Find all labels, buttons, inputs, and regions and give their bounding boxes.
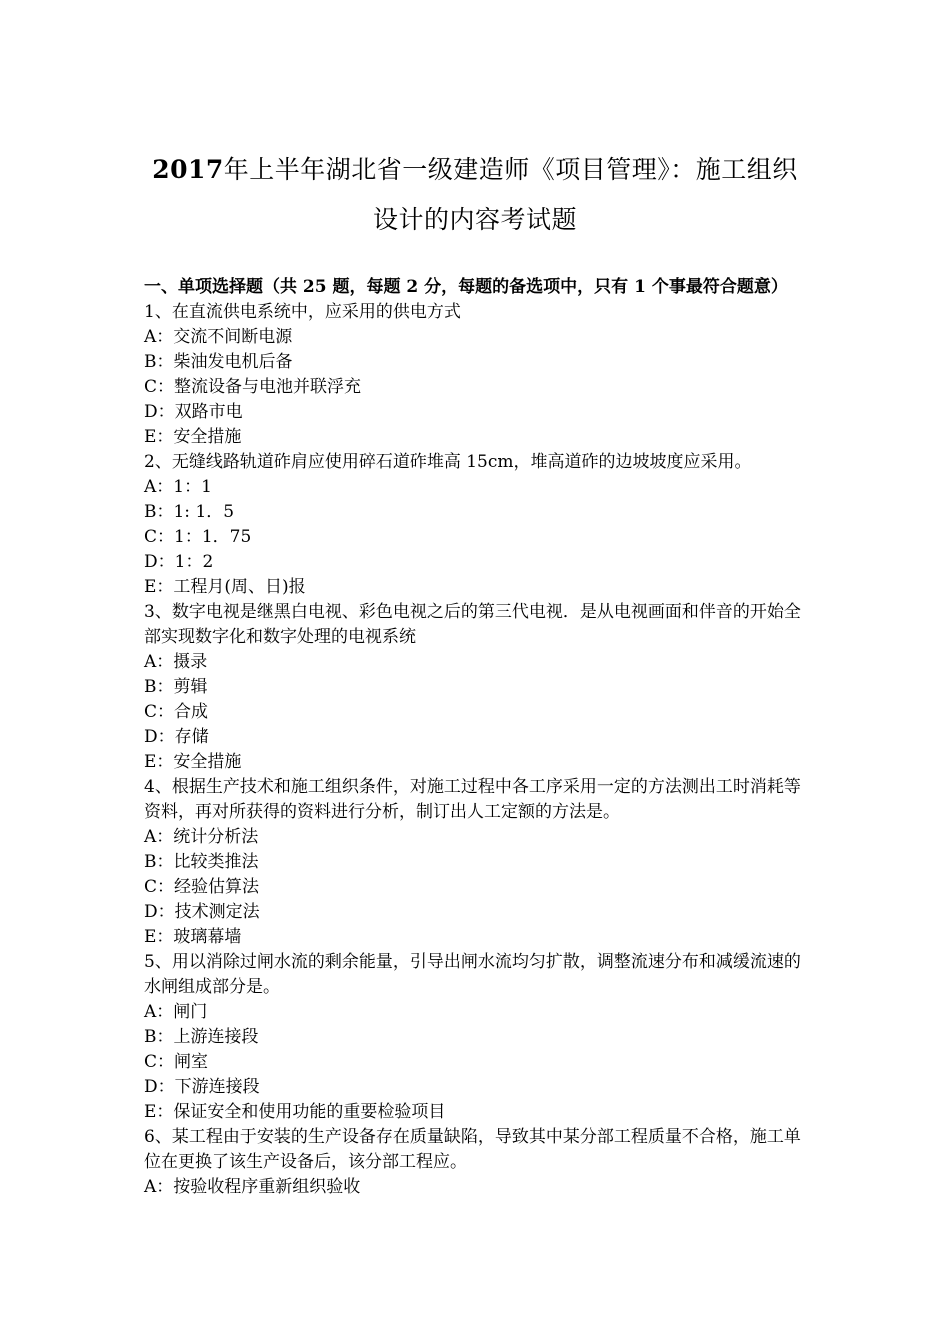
option-a: A：闸门	[144, 1002, 208, 1022]
option-c: C：1：1．75	[144, 527, 252, 547]
option-a: A：1：1	[144, 477, 212, 497]
title-line-1	[120, 145, 830, 195]
question-5	[144, 950, 810, 1125]
title-line-2: 设计的内容考试题	[372, 205, 577, 234]
option-c: C：闸室	[144, 1052, 209, 1072]
option-e: E：玻璃幕墙	[144, 927, 242, 947]
option-d: D：1：2	[144, 552, 214, 572]
option-a: A：摄录	[144, 652, 208, 672]
option-b: B：上游连接段	[144, 1027, 259, 1047]
option-a: A：交流不间断电源	[144, 327, 293, 347]
question-stem: 6、某工程由于安装的生产设备存在质量缺陷，导致其中某分部工程质量不合格，施工单位在更换了该生产设备后，该分部工程应。	[144, 1127, 801, 1172]
question-stem: 4、根据生产技术和施工组织条件，对施工过程中各工序采用一定的方法测出工时消耗等资料，再对所获得的资料进行分析，制订出人工定额的方法是。	[144, 777, 801, 822]
question-3	[144, 600, 810, 775]
document-title	[120, 145, 830, 245]
question-stem: 1、在直流供电系统中，应采用的供电方式	[144, 302, 461, 322]
title-text: 年上半年湖北省一级建造师《项目管理》：施工组织	[223, 155, 798, 184]
option-b: B：柴油发电机后备	[144, 352, 293, 372]
option-c: C：经验估算法	[144, 877, 260, 897]
option-e: E：保证安全和使用功能的重要检验项目	[144, 1102, 446, 1122]
question-1	[144, 300, 810, 450]
option-d: D：下游连接段	[144, 1077, 260, 1097]
title-year: 2017	[152, 155, 224, 184]
document-body	[144, 275, 810, 1200]
question-stem: 2、无缝线路轨道砟肩应使用碎石道砟堆高 15cm，堆高道砟的边坡坡度应采用。	[144, 452, 752, 472]
option-a: A：统计分析法	[144, 827, 259, 847]
section-heading: 一、单项选择题（共 25 题，每题 2 分，每题的备选项中，只有 1 个事最符合题意）	[144, 277, 788, 297]
option-d: D：双路市电	[144, 402, 243, 422]
question-2	[144, 450, 810, 600]
option-c: C：整流设备与电池并联浮充	[144, 377, 362, 397]
option-d: D：存储	[144, 727, 209, 747]
question-stem: 5、用以消除过闸水流的剩余能量，引导出闸水流均匀扩散，调整流速分布和减缓流速的水闸组成部分是。	[144, 952, 801, 997]
option-b: B：1: 1．5	[144, 502, 235, 522]
option-e: E：工程月(周、日)报	[144, 577, 306, 597]
option-b: B：比较类推法	[144, 852, 259, 872]
option-e: E：安全措施	[144, 427, 242, 447]
option-e: E：安全措施	[144, 752, 242, 772]
question-stem: 3、数字电视是继黑白电视、彩色电视之后的第三代电视．是从电视画面和伴音的开始全部实现数字化和数字处理的电视系统	[144, 602, 801, 647]
option-a: A：按验收程序重新组织验收	[144, 1177, 361, 1197]
question-6	[144, 1125, 810, 1200]
question-4	[144, 775, 810, 950]
option-b: B：剪辑	[144, 677, 208, 697]
option-d: D：技术测定法	[144, 902, 260, 922]
option-c: C：合成	[144, 702, 209, 722]
